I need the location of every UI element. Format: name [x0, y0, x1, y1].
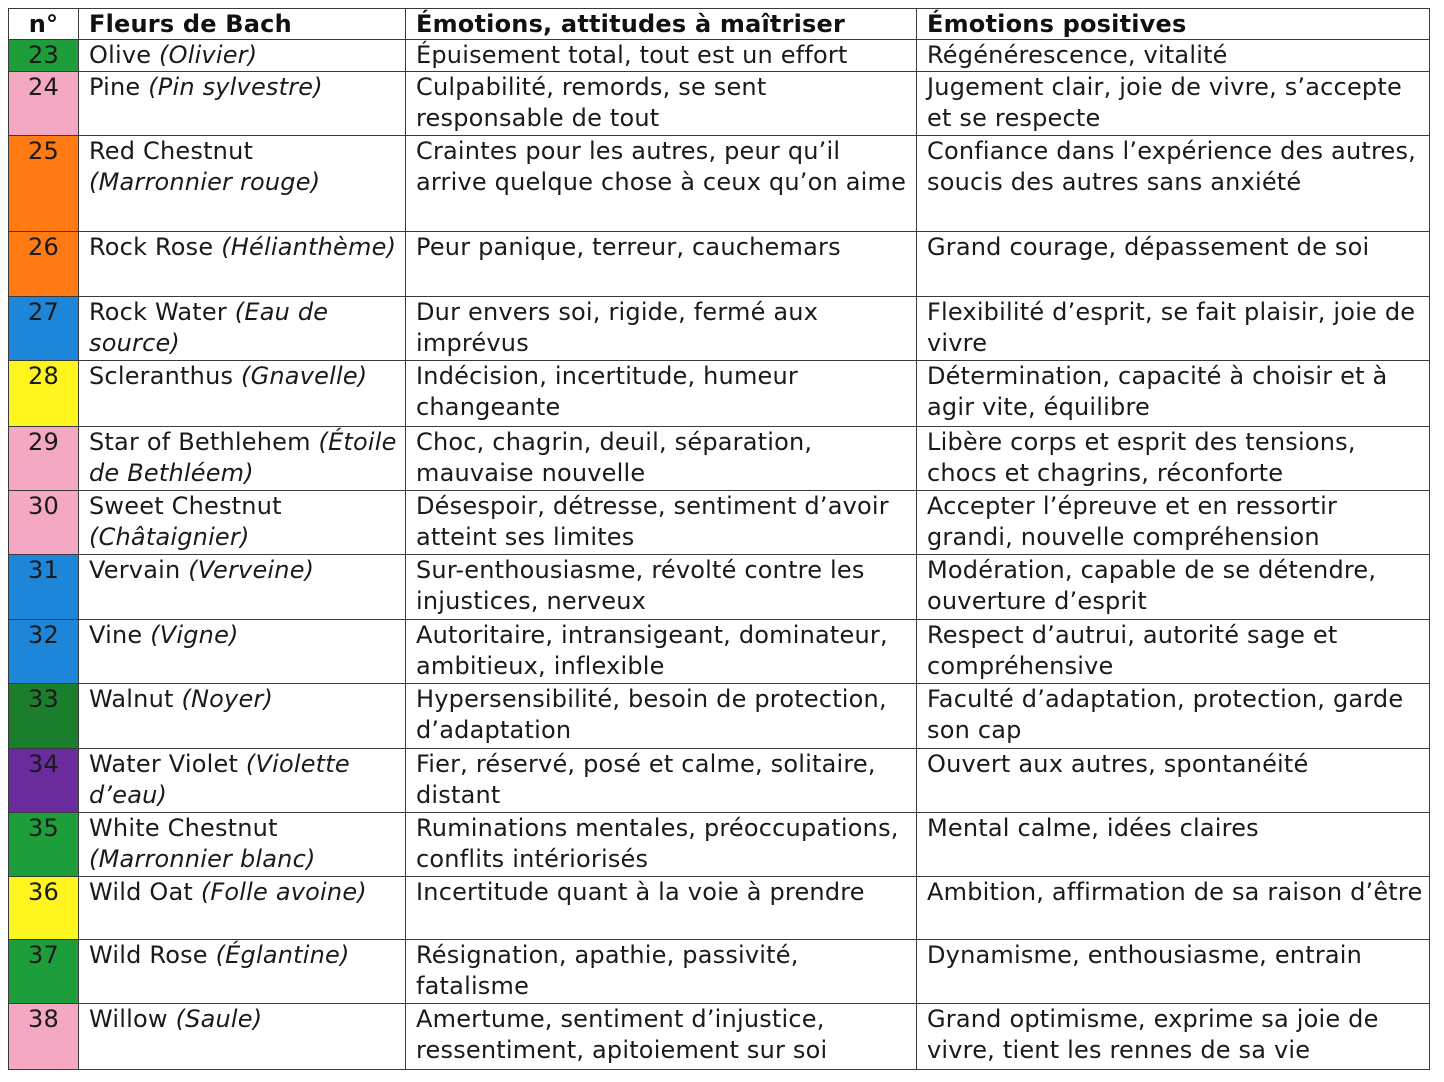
positive-emotions-cell: Jugement clair, joie de vivre, s’accepte et se respecte [917, 72, 1430, 135]
header-flower: Fleurs de Bach [79, 9, 406, 40]
table-row [9, 232, 1430, 296]
flower-number: 24 [9, 72, 79, 135]
flower-number: 38 [9, 1003, 79, 1070]
flower-name-cell [79, 876, 406, 939]
flower-name: Scleranthus [89, 362, 234, 391]
flower-number: 26 [9, 232, 79, 296]
flower-french-name: (Saule) [175, 1004, 263, 1033]
flower-number: 31 [9, 555, 79, 619]
flower-name-cell [79, 619, 406, 683]
positive-emotions-cell: Libère corps et esprit des tensions, chocs et chagrins, réconforte [917, 426, 1430, 490]
negative-emotions-cell: Incertitude quant à la voie à prendre [406, 876, 917, 939]
negative-emotions-cell: Épuisement total, tout est un effort [406, 40, 917, 72]
flower-name: Vine [89, 620, 143, 649]
table-row [9, 135, 1430, 232]
flower-french-name: (Verveine) [188, 556, 315, 585]
positive-emotions-cell: Dynamisme, enthousiasme, entrain [917, 940, 1430, 1003]
positive-emotions-cell: Détermination, capacité à choisir et à agir vite, équilibre [917, 361, 1430, 426]
flower-number: 25 [9, 135, 79, 232]
table-header [9, 9, 1430, 40]
positive-emotions-cell: Grand optimisme, exprime sa joie de vivre, tient les rennes de sa vie [917, 1003, 1430, 1070]
header-positive-emotions: Émotions positives [917, 9, 1430, 40]
flower-number: 37 [9, 940, 79, 1003]
header-number: n° [9, 9, 79, 40]
table-row [9, 619, 1430, 683]
flower-name-cell [79, 491, 406, 555]
flower-name: Rock Water [89, 297, 227, 326]
negative-emotions-cell: Peur panique, terreur, cauchemars [406, 232, 917, 296]
positive-emotions-cell: Accepter l’épreuve et en ressortir grandi, nouvelle compréhension [917, 491, 1430, 555]
positive-emotions-cell: Respect d’autrui, autorité sage et compréhensive [917, 619, 1430, 683]
header-row [9, 9, 1430, 40]
flower-name: Willow [89, 1004, 168, 1033]
flower-french-name: (Étoile de Bethléem) [89, 427, 397, 487]
flower-name-cell [79, 40, 406, 72]
negative-emotions-cell: Amertume, sentiment d’injustice, ressentiment, apitoiement sur soi [406, 1003, 917, 1070]
flower-french-name: (Noyer) [181, 685, 274, 714]
table-row [9, 426, 1430, 490]
negative-emotions-cell: Autoritaire, intransigeant, dominateur, ambitieux, inflexible [406, 619, 917, 683]
table-row [9, 361, 1430, 426]
negative-emotions-cell: Désespoir, détresse, sentiment d’avoir atteint ses limites [406, 491, 917, 555]
positive-emotions-cell: Ouvert aux autres, spontanéité [917, 748, 1430, 812]
flower-french-name: (Violette d’eau) [89, 749, 350, 809]
flower-french-name: (Châtaignier) [89, 523, 250, 552]
flower-name: Red Chestnut [89, 136, 254, 165]
flower-number: 33 [9, 684, 79, 748]
negative-emotions-cell: Choc, chagrin, deuil, séparation, mauvaise nouvelle [406, 426, 917, 490]
positive-emotions-cell: Flexibilité d’esprit, se fait plaisir, joie de vivre [917, 296, 1430, 360]
flower-number: 32 [9, 619, 79, 683]
flower-name-cell [79, 135, 406, 232]
negative-emotions-cell: Ruminations mentales, préoccupations, conflits intériorisés [406, 813, 917, 876]
flower-name: White Chestnut [89, 814, 278, 843]
flower-name-cell [79, 361, 406, 426]
flower-french-name: (Églantine) [215, 941, 350, 970]
negative-emotions-cell: Culpabilité, remords, se sent responsable de tout [406, 72, 917, 135]
flower-name-cell [79, 940, 406, 1003]
flower-number: 28 [9, 361, 79, 426]
flower-name: Wild Oat [89, 877, 194, 906]
negative-emotions-cell: Fier, réservé, posé et calme, solitaire, distant [406, 748, 917, 812]
table-row [9, 748, 1430, 812]
table-row [9, 813, 1430, 876]
table-row [9, 684, 1430, 748]
flower-name: Wild Rose [89, 941, 208, 970]
table-row [9, 40, 1430, 72]
flower-french-name: (Folle avoine) [200, 877, 367, 906]
flower-name: Sweet Chestnut [89, 492, 282, 521]
negative-emotions-cell: Sur-enthousiasme, révolté contre les injustices, nerveux [406, 555, 917, 619]
flower-number: 35 [9, 813, 79, 876]
flower-number: 23 [9, 40, 79, 72]
flower-french-name: (Vigne) [150, 620, 239, 649]
table-row [9, 296, 1430, 360]
flower-name: Vervain [89, 556, 181, 585]
flower-number: 29 [9, 426, 79, 490]
positive-emotions-cell: Ambition, affirmation de sa raison d’être [917, 876, 1430, 939]
bach-flowers-table [8, 8, 1430, 1070]
flower-number: 34 [9, 748, 79, 812]
positive-emotions-cell: Faculté d’adaptation, protection, garde son cap [917, 684, 1430, 748]
flower-name: Walnut [89, 685, 174, 714]
flower-french-name: (Marronnier rouge) [89, 167, 321, 196]
flower-name-cell [79, 296, 406, 360]
header-negative-emotions: Émotions, attitudes à maîtriser [406, 9, 917, 40]
flower-name: Star of Bethlehem [89, 427, 311, 456]
negative-emotions-cell: Dur envers soi, rigide, fermé aux imprévus [406, 296, 917, 360]
flower-name-cell [79, 684, 406, 748]
flower-number: 30 [9, 491, 79, 555]
flower-name: Rock Rose [89, 233, 214, 262]
positive-emotions-cell: Mental calme, idées claires [917, 813, 1430, 876]
table-row [9, 1003, 1430, 1070]
flower-french-name: (Olivier) [159, 41, 258, 69]
flower-french-name: (Marronnier blanc) [89, 845, 316, 874]
flower-name-cell [79, 555, 406, 619]
flower-name: Pine [89, 73, 141, 102]
positive-emotions-cell: Confiance dans l’expérience des autres, soucis des autres sans anxiété [917, 135, 1430, 232]
table-row [9, 876, 1430, 939]
flower-number: 27 [9, 296, 79, 360]
flower-french-name: (Pin sylvestre) [148, 73, 323, 102]
positive-emotions-cell: Modération, capable de se détendre, ouverture d’esprit [917, 555, 1430, 619]
flower-french-name: (Gnavelle) [241, 362, 368, 391]
negative-emotions-cell: Craintes pour les autres, peur qu’il arrive quelque chose à ceux qu’on aime [406, 135, 917, 232]
table-row [9, 940, 1430, 1003]
positive-emotions-cell: Grand courage, dépassement de soi [917, 232, 1430, 296]
negative-emotions-cell: Résignation, apathie, passivité, fatalisme [406, 940, 917, 1003]
flower-name: Olive [89, 41, 152, 69]
flower-french-name: (Hélianthème) [221, 233, 397, 262]
flower-name: Water Violet [89, 749, 239, 778]
table-row [9, 555, 1430, 619]
flower-number: 36 [9, 876, 79, 939]
negative-emotions-cell: Hypersensibilité, besoin de protection, d’adaptation [406, 684, 917, 748]
table-row [9, 72, 1430, 135]
flower-name-cell [79, 813, 406, 876]
flower-name-cell [79, 1003, 406, 1070]
negative-emotions-cell: Indécision, incertitude, humeur changeante [406, 361, 917, 426]
flower-name-cell [79, 232, 406, 296]
flower-french-name: (Eau de source) [89, 297, 329, 357]
table-body [9, 40, 1430, 1070]
table-row [9, 491, 1430, 555]
positive-emotions-cell: Régénérescence, vitalité [917, 40, 1430, 72]
flower-name-cell [79, 748, 406, 812]
flower-name-cell [79, 426, 406, 490]
flower-name-cell [79, 72, 406, 135]
